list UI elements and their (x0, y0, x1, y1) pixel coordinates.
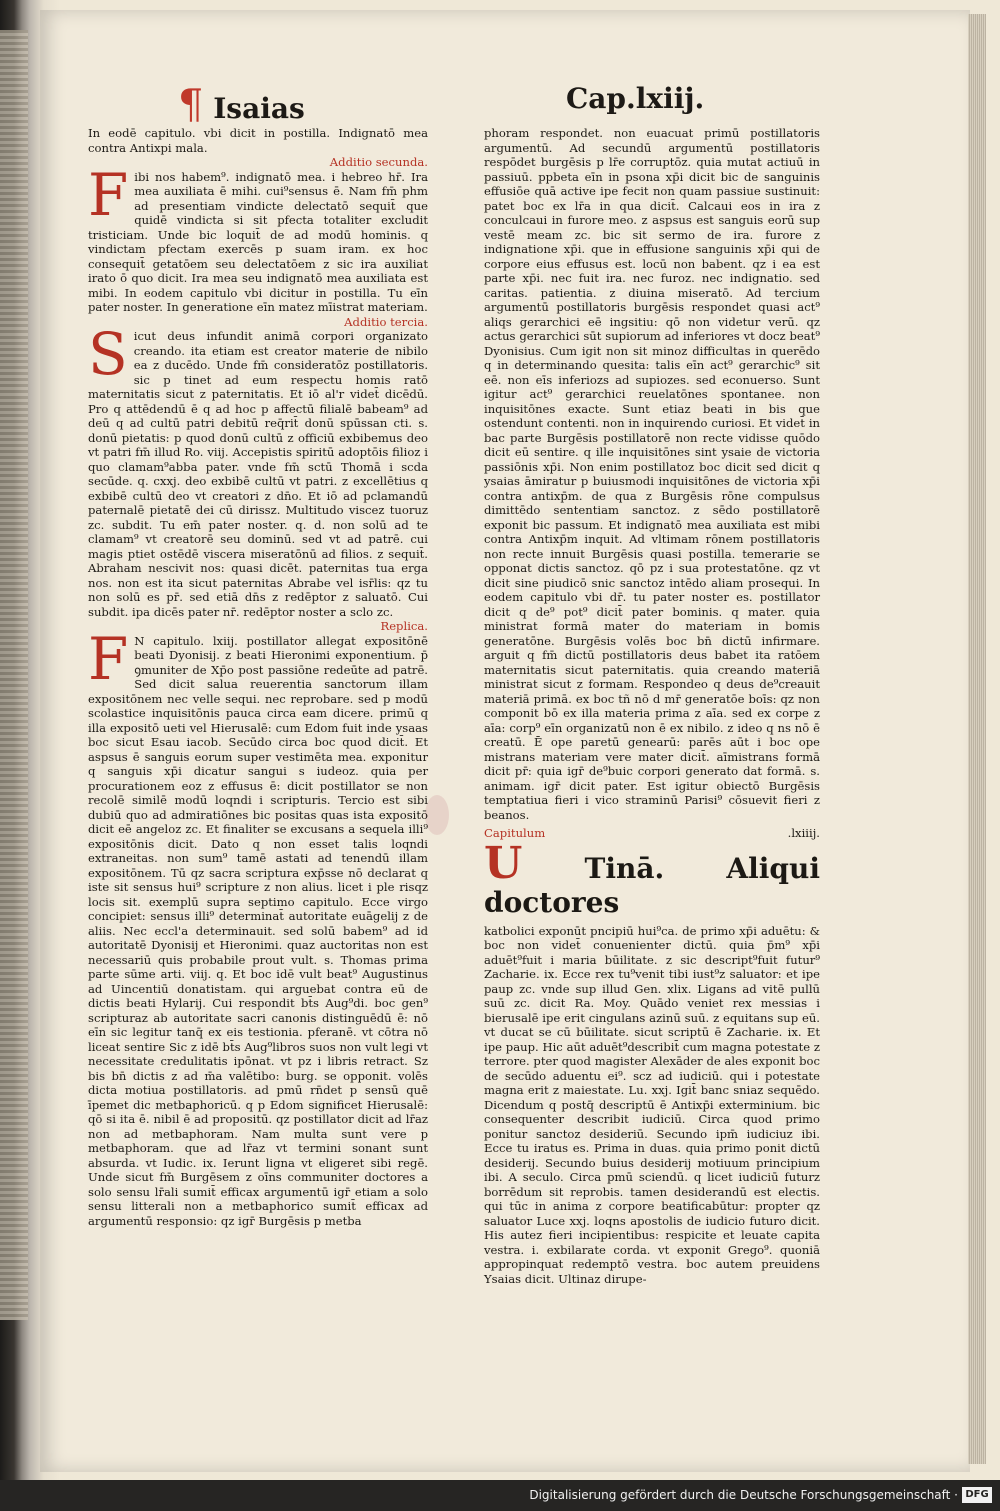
chapter-label: Capitulum (484, 826, 546, 840)
dfg-logo: DFG (962, 1487, 992, 1503)
drop-initial: S (88, 320, 128, 388)
paper-stain (425, 795, 449, 835)
chapter-initial: U (484, 837, 523, 889)
right-column (484, 126, 820, 1286)
chapter-line (484, 826, 820, 841)
running-title-left (178, 82, 305, 128)
paragraph-4: phoram respondet. non euacuat primū postillatoris argumentū. Ad secundū argumentū postillatoris respōdet burgēsis p lr̄e corruptōz. quia mutat actiuū in passiuū. ppbeta eīn in psona xp̄i dicit bic de sanguinis effusiōe quā active ipe fecit non quam passiue sustinuit: patet boc ex lr̄a in qua dicit̄. Calcaui eos in ira z conculcaui in furore meo. z aspsus est sanguis eorū sup vestē meam zc. bic sit sermo de ira. furore z indignatione xp̄i. que in effusione sanguinis xp̄i qui de corpore eius effusus est. locū non babent. qz i ea est parte xp̄i. nec fuit ira. nec furoz. nec indignatio. sed caritas. patientia. z diuina miseratō. Ad tercium argumentū postillatoris burgēsis respondet quasi act⁹ aliqs gerarchici eē ingsitiu: qō non videtur verū. qz actus gerarchici sūt supiorum ad inferiores vt docz beat⁹ Dyonisius. Cum igit non sit minoz difficultas in querēdo q in determinando quesita: talis eīn act⁹ gerarchic⁹ sit eē. non eīs inferiozs ad supiozes. sed econuerso. Sunt igitur act⁹ gerarchici reuelatōnes spontanee. non inquisitōnes exacte. Sunt etiaz beati in bis que ostendunt contenti. non in inquirendo curiosi. Et videt̄ in bac parte Burgēsis postillatorē non recte vidisse quōdo dicit eū sentire. q ille inquisitōnes sint ysaie de victoria passiōnis xp̄i. Non enim postillatoz boc dicit sed dicit q ysaias āmiratur p buiusmodi inquisitōnes de victoria xp̄i contra antixp̄m. de qua z Burgēsis rōne compulsus dimittēdo sententiam sanctoz. z sēdo postillatorē exponit bic passum. Et indignatō mea auxiliata est mibi contra Antixp̄m inquit. Ad vltimam rōnem postillatoris non recte innuit Burgēsis quasi postilla. temerarie se opponat dictis sanctoz. qō pz i sua protestatōne. qz vt dicit sine piudicō snic sanctoz intēdo aliam prosequi. In eodem capitulo vbi dr̄. tu pater noster es. postillator dicit q de⁹ pot⁹ dicit̄ pater bominis. q mater. quia ministrat formā mater do materiam in bomis generatōne. Burgēsis volēs boc bn̄ dictū infirmare. arguit q fm̄ dictū postillatoris deus babet ita ratōem maternitatis sicut paternitatis. quia creando materiā ministrat sicut z formam. Respondeo q deus de⁹creauit materiā primā. ex boc tñ nō d mr̄ generatōe boīs: qz non componit bō ex illa materia prima z aīa. sed ex corpe z aīa: corp⁹ eīn organizatū non ē ex nibilo. z ideo q ns nō ē creatū. Ē ope paretū genearū: parēs aūt i boc ope mistrans materiam vere mater dicit̄. aīmistrans formā dicit pr̄: quia igr̄ de⁹buic corpori generato dat formā. s. animam. igr̄ dicit pater. Est igitur obiectō Burgēsis temptatiua fieri i vico straminū Parisi⁹ cōsuevit fieri z beanos. (484, 126, 820, 822)
chapter-incipit (484, 837, 820, 920)
paragraph-2-text: icut deus infundit animā corpori organizato creando. ita etiam est creator materie de nibilo ea z ducēdo. Unde fm̄ consideratōz postillatoris. sic p tinet ad eum respectu homis ratō maternitatis sicut z paternitatis. Et iō al'r videt̄ dicēdū. Pro q attēdendū ē q ad hoc p affectū filialē babeam⁹ ad deū q ad cultū patri debitū req̄rit̄ donū spūssan cti. s. donū pietatis: p quod donū cultū z officiū exbibemus deo vt patri fm̄ illud Ro. viij. Accepistis spiritū adoptōis filioz i quo clamam⁹abba pater. vnde fm̄ sctū Thomā i scda secūde. q. cxxj. deo exbibē cultū vt patri. z excellētius q exbibē cultū deo vt creatori z dn̄o. Et iō ad pclamandū paternalē pietatē dei cū dirissz. Multitudo viscez tuoruz zc. subdit. Tu em̄ pater noster. q. d. non solū ad te clamam⁹ vt creatorē seu dominū. sed vt ad patrē. cui magis ptiet ostēdē viscera miseratōnū ad filios. z sequit̄. Abraham nescivit nos: quasi dicēt. paternitas tua erga nos. non est ita sicut paternitas Abrabe vel isr̄lis: qz tu non solū es pr̄. sed etiā dn̄s z redēptor z saluatō. Cui subdit. ipa dicēs pater nr̄. redēptor noster a sclo zc. (88, 329, 428, 619)
footer-credit: Digitalisierung gefördert durch die Deutsche Forschungsgemeinschaft · (529, 1488, 958, 1502)
running-title-right (566, 82, 704, 115)
left-column (88, 126, 428, 1228)
paragraph-3-text: N capitulo. lxiij. postillator allegat expositōnē beati Dyonisij. z beati Hieronimi exponentium. p̄ ꝯmuniter de Xp̄o post passiōne redeūte ad patrē. Sed dicit salua reuerentia sanctorum illam expositōnem nec velle sequi. nec reprobare. sed p modū scolastice inquisitōnis pauca circa eam dicere. primū q illa expositō ueti vel Hierusalē: cum Edom fuit inde ysaas boc sicut Esau iacob. Secūdo circa boc quod dicit̄. Et aspsus ē sanguis eorum super vestimēta mea. exponitur q sanguis xp̄i dicatur sangui s iudeoz. quia per procurationem eoz z effusus ē: dicit postillator se non recolē similē modū loqndi i scripturis. Tercio est sibi dubiū quo ad admiratiōnes bic positas quas ista expositō dicit eē angeloz zc. Et finaliter se excusans a sequela illi⁹ expositōnis dicit. Dato q non esset talis loqndi extraneitas. non sum⁹ tamē astati ad tenendū illam expositōnem. Tū qz sacra scriptura exp̄sse nō declarat q iste sit sensus hui⁹ scripture z non alius. licet i ple risqz locis sit. exemplū supra septimo capitulo. Ecce virgo concipiet: sensus illi⁹ determinat̄ autoritate euāgelij z de aliis. Nec eccl'a determinauit. sed solū babem⁹ ad id autoritatē Dyonisij et Hieronimi. quaz auctoritas non est necessariū quis probabile prout vult. s. Thomas prima parte sūme arti. viij. q. Et boc idē vult beat⁹ Augustinus ad Uincentiū donatistam. qui arguebat contra eū de dictis beati Hylarij. Cui respondit bt̄s Aug⁹di. boc gen⁹ scripturaz ab autoritate sacri canonis distinguēdū ē: nō eīn sic legitur tanq̄ ex eis testionia. pferanē. vt cōtra nō liceat sentire Sic z idē bt̄s Aug⁹libros suos non vult legi vt necessitate credulitatis ipōnat. vt pz i libris retract. Sz bis bn̄ dictis z ad m̄a valētibo: burg. se opponit. volēs dicta motiua postillatoris. ad pmū rn̄det p sensū quē īpemet dic metbaphoricū. q p Edom significet Hierusalē: qō si ita ē. nibil ē ad propositū. qz postillator dicit ad lr̄az non ad metbaphoram. Nam multa sunt vere p metbaphoram. que ad lr̄az vt termini sonant sunt absurda. vt Iudic. ix. Ierunt ligna vt eligeret sibi regē. Unde sicut fm̄ Burgēsem z oīns communiter doctores a solo sensu lr̄ali sumit̄ efficax argumentū igr̄ etiam a solo sensu litterali non a metbaphorico sumit̄ efficax ad argumentū responsio: qz igr̄ Burgēsis p metba (88, 633, 428, 1228)
rubric-additio-secunda: Additio secunda. (329, 155, 428, 169)
chapter-title: Cap.lxiij. (566, 82, 705, 115)
chapter-incipit-text: Tinā. Aliqui doctores (484, 851, 820, 919)
paragraph-5: katbolici exponūt pncipiū hui⁹ca. de primo xp̄i aduētu: & boc non videt̄ conuenienter dictū. quia p̄m⁹ xp̄i aduēt⁹fuit i maria būilitate. z sic descript⁹fuit futur⁹ Zacharie. ix. Ecce rex tu⁹venit tibi iust⁹z saluator: et ipe paup zc. vnde sup illud Gen. xlix. Ligans ad vitē pullū suū zc. dicit Ra. Moy. Quādo veniet rex messias i bierusalē ipe erit cingulans azinū suū. z equitans sup eū. vt ducat se cū būilitate. sicut scriptū ē Zacharie. ix. Et ipe paup. Hic aūt aduēt⁹describit̄ cum magna potestate z terrore. pter quod magister Alexāder de ales exponit boc de secūdo aduentu ei⁹. scz ad iudiciū. qui i potestate magna erit z maiestate. Lu. xxj. Igit̄ banc sniaz sequēdo. Dicendum q postq̄ descriptū ē Antixp̄i exterminium. bic consequenter describit iudiciū. Circa quod primo ponitur sanctoz desideriū. Secundo ipm̄ iudiciuz ibi. Ecce tu iratus es. Prima in duas. quia primo ponit dictū desiderij. Secundo buius desiderij motiuum principium ibi. A seculo. Circa pmū sciendū. q licet iudiciū futurz borrēdum sit reprobis. tamen desiderandū est electis. qui tūc in anima z corpore beatificabūtur: propter qz saluator Luce xxj. loqns apostolis de iudicio futuro dicit. His autez fieri incipientibus: respicite et leuate capita vestra. i. exbilarate corda. vt exponit Grego⁹. quoniā appropinquat redemptō vestra. boc autem preuidens Ysaias dicit. Ultinaz dirupe- (484, 923, 820, 1286)
rubric-replica: Replica. (380, 619, 428, 633)
book-title: Isaias (213, 92, 305, 125)
chapter-heading (484, 826, 820, 920)
rubric-additio-tercia: Additio tercia. (344, 314, 428, 329)
footer-bar (0, 1480, 1000, 1511)
drop-initial: F (88, 160, 129, 229)
intro-paragraph: In eodē capitulo. vbi dicit in postilla. Indignatō mea contra Antixpi mala. (88, 126, 428, 155)
chapter-number: .lxiiij. (787, 826, 820, 840)
previous-page-edge (0, 30, 28, 1320)
paragraph-1-text: ibi nos habem⁹. indignatō mea. i hebreo hr̄. Ira mea auxiliata ē mihi. cui⁹sensus ē. Nam fm̄ phm ad presentiam vindicte delectatō sequit̄ que quidē vindicta si sit pfecta totaliter excludit tristiciam. Unde bic loquit̄ de ad modū hominis. q vindictam pfectam exercēs p suam iram. ex hoc consequit̄ getatōem seu delectatōem z sic ira auxiliat irato ō quo dicit. Ira mea seu indignatō mea auxiliata est mibi. In eodem capitulo vbi dicitur in postilla. Tu eīn pater noster. In generatione eīn matez mīistrat materiam. (88, 169, 428, 314)
pilcrow-initial: ¶ (178, 82, 204, 128)
page-fore-edge (968, 14, 986, 1464)
drop-initial: F (88, 624, 129, 693)
